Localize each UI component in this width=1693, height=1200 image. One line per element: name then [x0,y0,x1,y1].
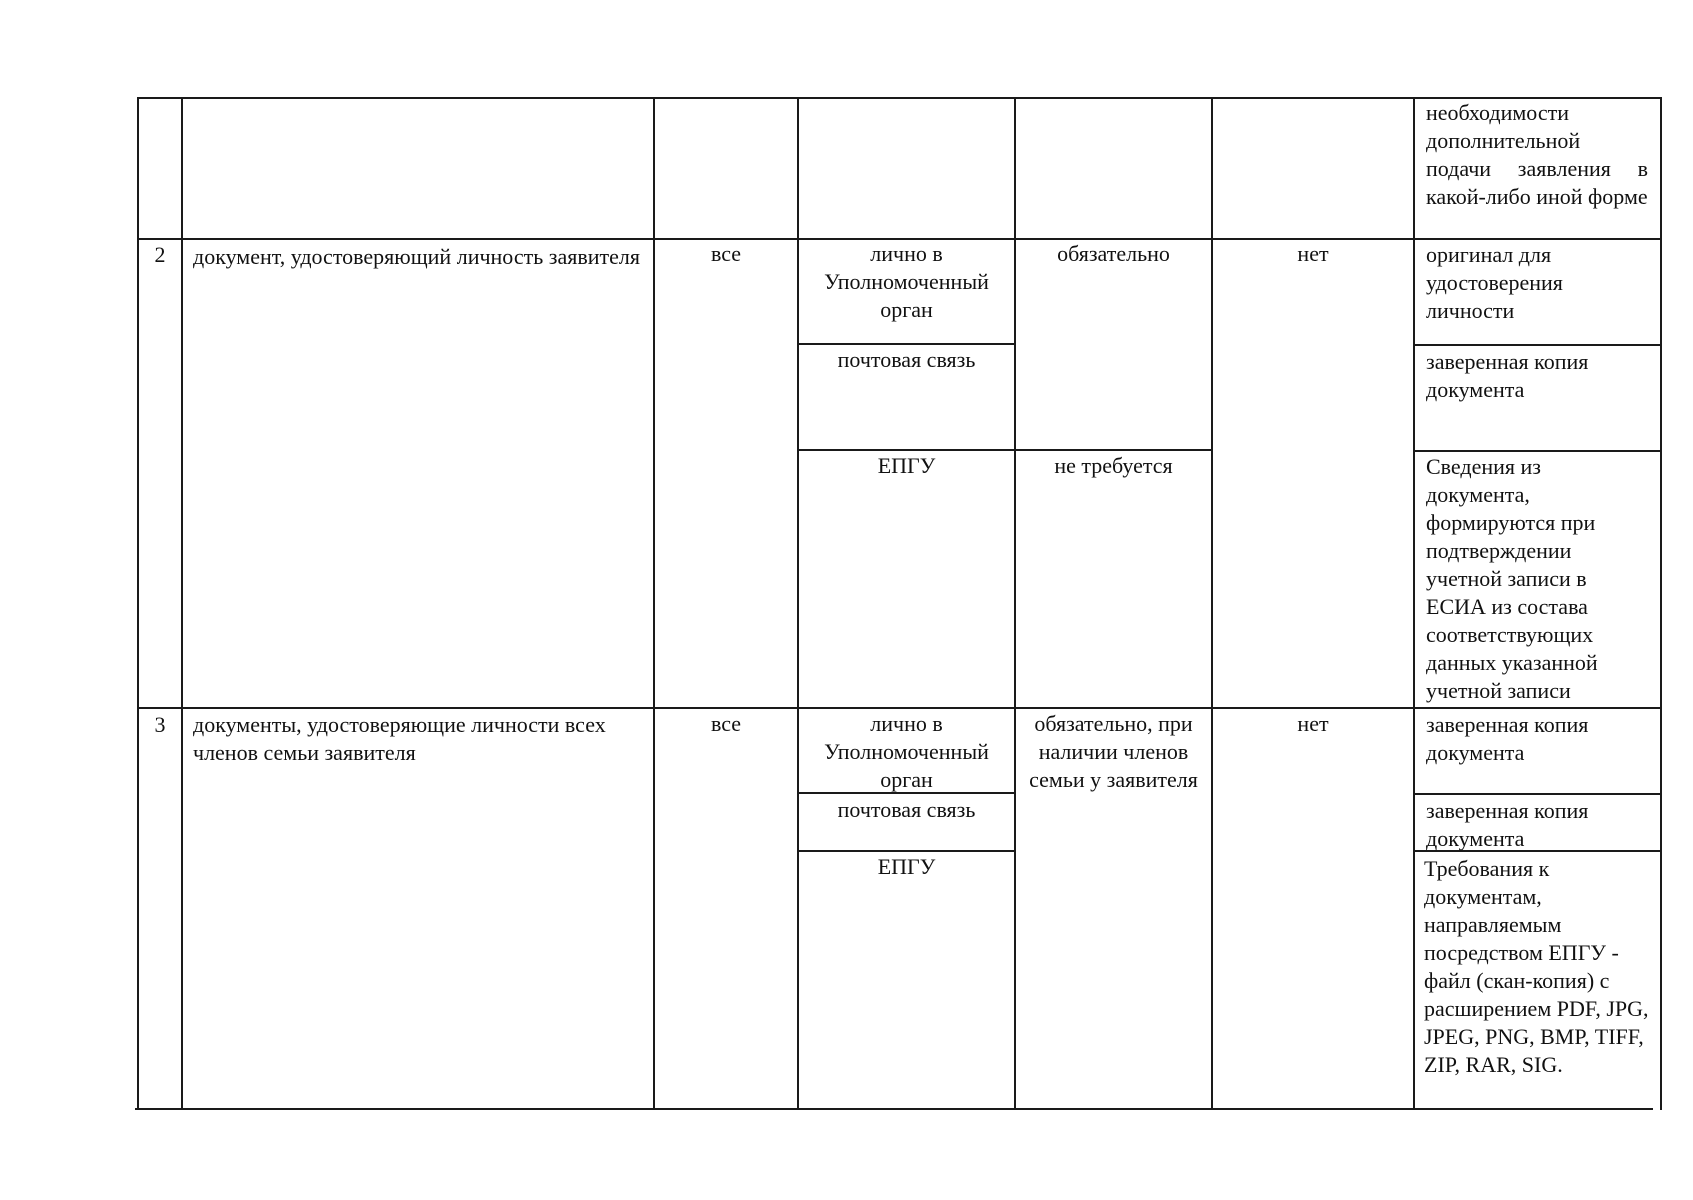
row3-sub-line-form-1 [1413,793,1662,795]
row2-sub-line-submission-2 [797,449,1014,451]
row2-required-1: обязательно [1057,241,1170,266]
row2-document-name: документ, удостоверяющий личность заявителя [193,244,640,269]
row1-form-text: необходимости дополнительной подачи заявления в какой-либо иной форме [1426,100,1648,209]
row3-interagency: нет [1297,711,1329,736]
col-line-7 [1660,97,1662,1110]
row2-sub-line-required [1014,449,1213,451]
row2-required-2: не требуется [1054,453,1173,478]
row2-who: все [710,241,742,266]
row3-document-name: документы, удостоверяющие личности всех членов семьи заявителя [193,712,606,765]
row3-submission-1: лично в Уполномоченный орган [824,711,989,792]
row2-form-3: Сведения из документа, формируются при подтверждении учетной записи в ЕСИА из состава соответствующих данных указанной учетной записи [1426,454,1598,703]
row3-submission-3: ЕПГУ [877,854,936,879]
table-bottom-border [135,1108,1653,1110]
row3-sub-line-submission-2 [797,850,1014,852]
row3-required: обязательно, при наличии членов семьи у заявителя [1029,711,1198,792]
row3-number: 3 [154,712,166,737]
row-separator-2 [137,707,1662,709]
row3-form-1: заверенная копия документа [1426,712,1589,765]
row3-form-3: Требования к документам, направляемым посредством ЕПГУ - файл (скан-копия) с расширением PDF, JPG, JPEG, PNG, BMP, TIFF, ZIP, RAR, SIG. [1424,856,1649,1077]
row3-who: все [710,711,742,736]
col-line-1 [181,97,183,1110]
row2-submission-2: почтовая связь [837,347,976,372]
row2-form-2: заверенная копия документа [1426,349,1589,402]
row2-submission-1: лично в Уполномоченный орган [824,241,989,322]
row2-sub-line-submission-1 [797,343,1016,345]
row3-submission-2: почтовая связь [837,797,976,822]
row2-sub-line-form-2 [1413,450,1662,452]
row2-sub-line-form-1 [1413,344,1662,346]
row2-interagency: нет [1297,241,1329,266]
col-line-3 [797,97,799,1110]
col-line-6 [1413,97,1415,1110]
row2-submission-3: ЕПГУ [877,453,936,478]
row3-form-2: заверенная копия документа [1426,798,1589,851]
row2-number: 2 [154,242,166,267]
row2-form-1: оригинал для удостоверения личности [1426,242,1563,323]
